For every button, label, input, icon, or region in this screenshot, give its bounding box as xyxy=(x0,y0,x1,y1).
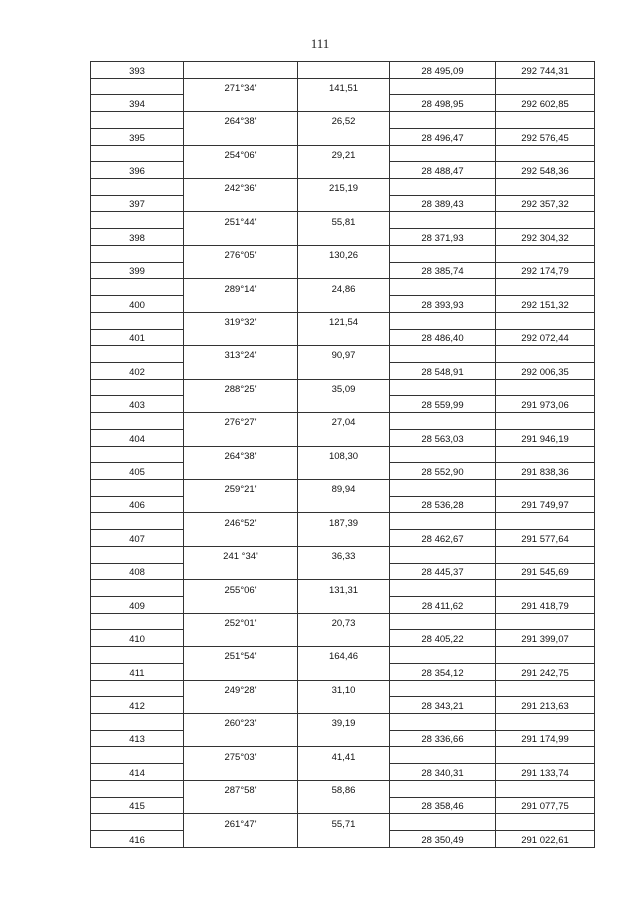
x-coordinate: 28 495,09 xyxy=(390,62,496,79)
empty-cell xyxy=(496,112,595,129)
point-row xyxy=(91,62,595,79)
empty-cell xyxy=(298,563,390,580)
empty-cell xyxy=(496,346,595,363)
point-number: 414 xyxy=(91,764,184,781)
point-row xyxy=(91,697,595,714)
y-coordinate: 291 242,75 xyxy=(496,663,595,680)
segment-row xyxy=(91,714,595,731)
segment-length: 215,19 xyxy=(298,179,390,196)
x-coordinate: 28 559,99 xyxy=(390,396,496,413)
x-coordinate: 28 445,37 xyxy=(390,563,496,580)
empty-cell xyxy=(298,831,390,848)
empty-cell xyxy=(390,513,496,530)
empty-cell xyxy=(298,296,390,313)
segment-row xyxy=(91,212,595,229)
segment-row xyxy=(91,346,595,363)
x-coordinate: 28 389,43 xyxy=(390,195,496,212)
y-coordinate: 292 602,85 xyxy=(496,95,595,112)
empty-cell xyxy=(298,597,390,614)
coordinates-table-body xyxy=(91,62,595,848)
segment-length: 130,26 xyxy=(298,245,390,262)
empty-cell xyxy=(91,413,184,430)
segment-row xyxy=(91,780,595,797)
empty-cell xyxy=(184,296,298,313)
empty-cell xyxy=(184,195,298,212)
segment-row xyxy=(91,613,595,630)
empty-cell xyxy=(390,446,496,463)
segment-row xyxy=(91,112,595,129)
point-row xyxy=(91,429,595,446)
empty-cell xyxy=(390,714,496,731)
empty-cell xyxy=(390,379,496,396)
point-number: 411 xyxy=(91,663,184,680)
segment-length: 24,86 xyxy=(298,279,390,296)
empty-cell xyxy=(298,128,390,145)
empty-cell xyxy=(184,463,298,480)
empty-cell xyxy=(496,279,595,296)
empty-cell xyxy=(496,613,595,630)
segment-row xyxy=(91,647,595,664)
empty-cell xyxy=(298,730,390,747)
segment-length: 35,09 xyxy=(298,379,390,396)
empty-cell xyxy=(91,680,184,697)
segment-length: 108,30 xyxy=(298,446,390,463)
empty-cell xyxy=(496,714,595,731)
segment-row xyxy=(91,245,595,262)
y-coordinate: 292 548,36 xyxy=(496,162,595,179)
direction-angle: 313°24' xyxy=(184,346,298,363)
y-coordinate: 292 744,31 xyxy=(496,62,595,79)
point-number: 400 xyxy=(91,296,184,313)
point-number: 405 xyxy=(91,463,184,480)
page-number: 111 xyxy=(310,36,330,51)
segment-row xyxy=(91,546,595,563)
segment-row xyxy=(91,78,595,95)
x-coordinate: 28 563,03 xyxy=(390,429,496,446)
x-coordinate: 28 488,47 xyxy=(390,162,496,179)
empty-cell xyxy=(496,245,595,262)
segment-length: 187,39 xyxy=(298,513,390,530)
empty-cell xyxy=(390,814,496,831)
empty-cell xyxy=(184,797,298,814)
empty-cell xyxy=(91,446,184,463)
empty-cell xyxy=(390,312,496,329)
point-number: 396 xyxy=(91,162,184,179)
point-row xyxy=(91,128,595,145)
direction-angle: 288°25' xyxy=(184,379,298,396)
empty-cell xyxy=(298,663,390,680)
empty-cell xyxy=(496,680,595,697)
empty-cell xyxy=(91,279,184,296)
empty-cell xyxy=(184,730,298,747)
y-coordinate: 291 213,63 xyxy=(496,697,595,714)
empty-cell xyxy=(298,429,390,446)
empty-cell xyxy=(390,78,496,95)
empty-cell xyxy=(298,362,390,379)
empty-cell xyxy=(184,396,298,413)
coordinates-table xyxy=(90,61,595,848)
empty-cell xyxy=(91,312,184,329)
empty-cell xyxy=(184,362,298,379)
empty-cell xyxy=(184,162,298,179)
segment-length: 141,51 xyxy=(298,78,390,95)
point-row xyxy=(91,262,595,279)
direction-angle: 275°03' xyxy=(184,747,298,764)
y-coordinate: 291 399,07 xyxy=(496,630,595,647)
empty-cell xyxy=(496,647,595,664)
direction-angle: 254°06' xyxy=(184,145,298,162)
empty-cell xyxy=(298,530,390,547)
y-coordinate: 291 133,74 xyxy=(496,764,595,781)
empty-cell xyxy=(390,747,496,764)
empty-cell xyxy=(496,747,595,764)
empty-cell xyxy=(298,797,390,814)
empty-cell xyxy=(184,764,298,781)
point-row xyxy=(91,296,595,313)
y-coordinate: 291 838,36 xyxy=(496,463,595,480)
segment-length: 55,71 xyxy=(298,814,390,831)
segment-length: 90,97 xyxy=(298,346,390,363)
x-coordinate: 28 343,21 xyxy=(390,697,496,714)
empty-cell xyxy=(496,546,595,563)
segment-length: 39,19 xyxy=(298,714,390,731)
y-coordinate: 292 576,45 xyxy=(496,128,595,145)
point-row xyxy=(91,195,595,212)
empty-cell xyxy=(496,814,595,831)
direction-angle: 271°34' xyxy=(184,78,298,95)
empty-cell xyxy=(184,697,298,714)
direction-angle: 259°21' xyxy=(184,479,298,496)
x-coordinate: 28 496,47 xyxy=(390,128,496,145)
empty-cell xyxy=(184,62,298,79)
empty-cell xyxy=(298,162,390,179)
x-coordinate: 28 411,62 xyxy=(390,597,496,614)
y-coordinate: 291 077,75 xyxy=(496,797,595,814)
point-number: 395 xyxy=(91,128,184,145)
y-coordinate: 291 418,79 xyxy=(496,597,595,614)
direction-angle: 252°01' xyxy=(184,613,298,630)
empty-cell xyxy=(390,413,496,430)
empty-cell xyxy=(496,413,595,430)
empty-cell xyxy=(184,496,298,513)
empty-cell xyxy=(390,245,496,262)
segment-length: 20,73 xyxy=(298,613,390,630)
empty-cell xyxy=(496,446,595,463)
point-number: 403 xyxy=(91,396,184,413)
x-coordinate: 28 552,90 xyxy=(390,463,496,480)
empty-cell xyxy=(91,479,184,496)
direction-angle: 319°32' xyxy=(184,312,298,329)
point-number: 415 xyxy=(91,797,184,814)
direction-angle: 264°38' xyxy=(184,112,298,129)
empty-cell xyxy=(184,630,298,647)
point-number: 413 xyxy=(91,730,184,747)
point-row xyxy=(91,797,595,814)
x-coordinate: 28 393,93 xyxy=(390,296,496,313)
segment-row xyxy=(91,479,595,496)
empty-cell xyxy=(496,212,595,229)
empty-cell xyxy=(184,329,298,346)
direction-angle: 251°54' xyxy=(184,647,298,664)
x-coordinate: 28 340,31 xyxy=(390,764,496,781)
point-row xyxy=(91,831,595,848)
point-row xyxy=(91,463,595,480)
empty-cell xyxy=(91,546,184,563)
empty-cell xyxy=(184,597,298,614)
empty-cell xyxy=(298,630,390,647)
point-row xyxy=(91,630,595,647)
empty-cell xyxy=(390,179,496,196)
segment-length: 31,10 xyxy=(298,680,390,697)
empty-cell xyxy=(496,580,595,597)
empty-cell xyxy=(390,680,496,697)
empty-cell xyxy=(91,346,184,363)
x-coordinate: 28 371,93 xyxy=(390,229,496,246)
point-number: 398 xyxy=(91,229,184,246)
direction-angle: 241 °34' xyxy=(184,546,298,563)
x-coordinate: 28 358,46 xyxy=(390,797,496,814)
empty-cell xyxy=(91,814,184,831)
direction-angle: 255°06' xyxy=(184,580,298,597)
empty-cell xyxy=(91,145,184,162)
empty-cell xyxy=(91,780,184,797)
segment-row xyxy=(91,580,595,597)
direction-angle: 242°36' xyxy=(184,179,298,196)
point-row xyxy=(91,563,595,580)
empty-cell xyxy=(91,212,184,229)
empty-cell xyxy=(390,546,496,563)
y-coordinate: 292 174,79 xyxy=(496,262,595,279)
empty-cell xyxy=(390,346,496,363)
point-row xyxy=(91,396,595,413)
point-row xyxy=(91,597,595,614)
point-number: 402 xyxy=(91,362,184,379)
empty-cell xyxy=(184,229,298,246)
segment-row xyxy=(91,680,595,697)
segment-length: 58,86 xyxy=(298,780,390,797)
point-number: 416 xyxy=(91,831,184,848)
segment-row xyxy=(91,513,595,530)
empty-cell xyxy=(496,312,595,329)
empty-cell xyxy=(184,530,298,547)
empty-cell xyxy=(184,429,298,446)
point-number: 394 xyxy=(91,95,184,112)
segment-length: 29,21 xyxy=(298,145,390,162)
empty-cell xyxy=(298,262,390,279)
empty-cell xyxy=(390,279,496,296)
empty-cell xyxy=(91,379,184,396)
empty-cell xyxy=(496,780,595,797)
point-number: 399 xyxy=(91,262,184,279)
empty-cell xyxy=(91,513,184,530)
point-number: 406 xyxy=(91,496,184,513)
empty-cell xyxy=(496,145,595,162)
empty-cell xyxy=(496,379,595,396)
segment-length: 89,94 xyxy=(298,479,390,496)
point-row xyxy=(91,162,595,179)
y-coordinate: 291 022,61 xyxy=(496,831,595,848)
empty-cell xyxy=(298,396,390,413)
empty-cell xyxy=(390,112,496,129)
point-number: 410 xyxy=(91,630,184,647)
point-number: 412 xyxy=(91,697,184,714)
segment-row xyxy=(91,312,595,329)
segment-row xyxy=(91,446,595,463)
empty-cell xyxy=(184,663,298,680)
empty-cell xyxy=(298,329,390,346)
empty-cell xyxy=(91,78,184,95)
point-number: 397 xyxy=(91,195,184,212)
y-coordinate: 291 973,06 xyxy=(496,396,595,413)
empty-cell xyxy=(91,245,184,262)
x-coordinate: 28 336,66 xyxy=(390,730,496,747)
direction-angle: 260°23' xyxy=(184,714,298,731)
segment-length: 27,04 xyxy=(298,413,390,430)
direction-angle: 264°38' xyxy=(184,446,298,463)
point-number: 401 xyxy=(91,329,184,346)
x-coordinate: 28 405,22 xyxy=(390,630,496,647)
y-coordinate: 291 174,99 xyxy=(496,730,595,747)
segment-length: 36,33 xyxy=(298,546,390,563)
x-coordinate: 28 350,49 xyxy=(390,831,496,848)
direction-angle: 249°28' xyxy=(184,680,298,697)
direction-angle: 251°44' xyxy=(184,212,298,229)
x-coordinate: 28 498,95 xyxy=(390,95,496,112)
point-number: 404 xyxy=(91,429,184,446)
empty-cell xyxy=(184,128,298,145)
empty-cell xyxy=(298,496,390,513)
y-coordinate: 292 357,32 xyxy=(496,195,595,212)
segment-length: 55,81 xyxy=(298,212,390,229)
empty-cell xyxy=(390,212,496,229)
segment-row xyxy=(91,747,595,764)
y-coordinate: 291 577,64 xyxy=(496,530,595,547)
empty-cell xyxy=(298,764,390,781)
direction-angle: 289°14' xyxy=(184,279,298,296)
point-row xyxy=(91,663,595,680)
segment-length: 164,46 xyxy=(298,647,390,664)
empty-cell xyxy=(390,479,496,496)
point-row xyxy=(91,362,595,379)
point-row xyxy=(91,730,595,747)
segment-length: 121,54 xyxy=(298,312,390,329)
y-coordinate: 291 545,69 xyxy=(496,563,595,580)
x-coordinate: 28 354,12 xyxy=(390,663,496,680)
segment-length: 26,52 xyxy=(298,112,390,129)
y-coordinate: 292 151,32 xyxy=(496,296,595,313)
segment-length: 131,31 xyxy=(298,580,390,597)
empty-cell xyxy=(496,78,595,95)
empty-cell xyxy=(91,112,184,129)
empty-cell xyxy=(390,780,496,797)
y-coordinate: 292 304,32 xyxy=(496,229,595,246)
segment-row xyxy=(91,279,595,296)
empty-cell xyxy=(91,747,184,764)
empty-cell xyxy=(91,714,184,731)
empty-cell xyxy=(298,195,390,212)
direction-angle: 287°58' xyxy=(184,780,298,797)
direction-angle: 276°05' xyxy=(184,245,298,262)
empty-cell xyxy=(298,697,390,714)
empty-cell xyxy=(496,179,595,196)
point-row xyxy=(91,764,595,781)
empty-cell xyxy=(298,95,390,112)
point-row xyxy=(91,329,595,346)
segment-row xyxy=(91,413,595,430)
empty-cell xyxy=(91,179,184,196)
empty-cell xyxy=(184,262,298,279)
point-number: 409 xyxy=(91,597,184,614)
empty-cell xyxy=(496,479,595,496)
point-row xyxy=(91,530,595,547)
empty-cell xyxy=(298,229,390,246)
empty-cell xyxy=(91,580,184,597)
empty-cell xyxy=(496,513,595,530)
x-coordinate: 28 462,67 xyxy=(390,530,496,547)
point-row xyxy=(91,95,595,112)
empty-cell xyxy=(390,145,496,162)
segment-length: 41,41 xyxy=(298,747,390,764)
y-coordinate: 292 006,35 xyxy=(496,362,595,379)
empty-cell xyxy=(91,647,184,664)
empty-cell xyxy=(91,613,184,630)
y-coordinate: 291 749,97 xyxy=(496,496,595,513)
x-coordinate: 28 536,28 xyxy=(390,496,496,513)
empty-cell xyxy=(298,463,390,480)
segment-row xyxy=(91,379,595,396)
empty-cell xyxy=(390,647,496,664)
empty-cell xyxy=(184,563,298,580)
point-number: 407 xyxy=(91,530,184,547)
empty-cell xyxy=(298,62,390,79)
point-number: 393 xyxy=(91,62,184,79)
empty-cell xyxy=(184,831,298,848)
segment-row xyxy=(91,814,595,831)
point-number: 408 xyxy=(91,563,184,580)
point-row xyxy=(91,496,595,513)
segment-row xyxy=(91,145,595,162)
direction-angle: 261°47' xyxy=(184,814,298,831)
direction-angle: 276°27' xyxy=(184,413,298,430)
empty-cell xyxy=(184,95,298,112)
direction-angle: 246°52' xyxy=(184,513,298,530)
y-coordinate: 292 072,44 xyxy=(496,329,595,346)
x-coordinate: 28 385,74 xyxy=(390,262,496,279)
point-row xyxy=(91,229,595,246)
y-coordinate: 291 946,19 xyxy=(496,429,595,446)
segment-row xyxy=(91,179,595,196)
empty-cell xyxy=(390,580,496,597)
x-coordinate: 28 486,40 xyxy=(390,329,496,346)
x-coordinate: 28 548,91 xyxy=(390,362,496,379)
empty-cell xyxy=(390,613,496,630)
